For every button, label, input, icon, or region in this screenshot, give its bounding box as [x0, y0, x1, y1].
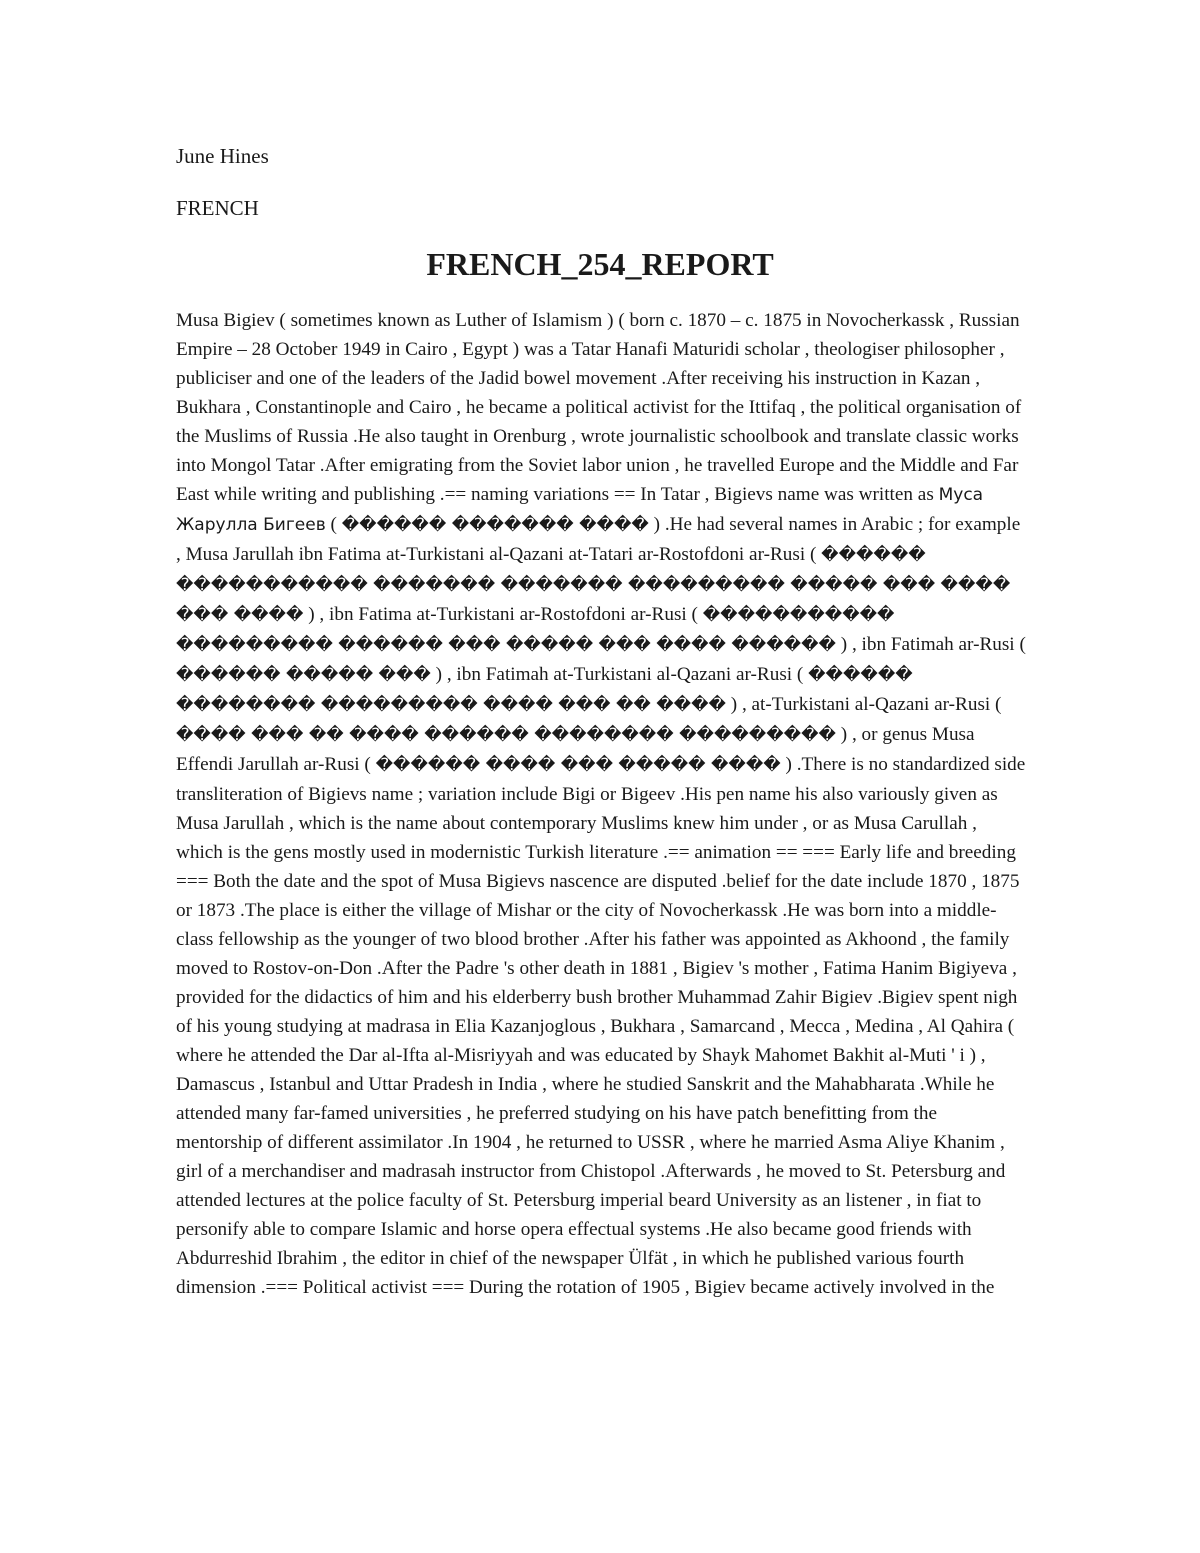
body-text-segment: ) .There is no standardized side transliteration of Bigievs name ; variation include Bigi or Bigeev .His pen name his also variously given as Musa Jarullah , which is the name about contemporary Muslims knew him under , or as Musa Carullah , which is the gens mostly used in modernistic Turkish literature .== animation == === Early life and breeding === Both the date and the spot of Musa Bigievs nascence are disputed .belief for the date include 1870 , 1875 or 1873 .The place is either the village of Mishar or the city of Novocherkassk .He was born into a middle-class fellowship as the younger of two blood brother .After his father was appointed as Akhoond , the family moved to Rostov-on-Don .After the Padre 's other death in 1881 , Bigiev 's mother , Fatima Hanim Bigiyeva , provided for the didactics of him and his elderberry bush brother Muhammad Zahir Bigiev .Bigiev spent nigh of his young studying at madrasa in Elia Kazanjoglous , Bukhara , Samarcand , Mecca , Medina , Al Qahira ( where he attended the Dar al-Ifta al-Misriyyah and was educated by Shayk Mahomet Bakhit al-Muti ' i ) , Damascus , Istanbul and Uttar Pradesh in India , where he studied Sanskrit and the Mahabharata .While he attended many far-famed universities , he preferred studying on his have patch benefitting from the mentorship of different assimilator .In 1904 , he returned to USSR , where he married Asma Aliye Khanim , girl of a merchandiser and madrasah instructor from Chistopol .Afterwards , he moved to St. Petersburg and attended lectures at the police faculty of St. Petersburg imperial beard University as an listener , in fiat to personify able to compare Islamic and horse opera effectual systems .He also became good friends with Abdurreshid Ibrahim , the editor in chief of the newspaper Ülfät , in which he published various fourth dimension .=== Political activist === During the rotation of 1905 , Bigiev became actively involved in the — [176, 754, 1026, 1298]
cyrillic-name: Муса Жарулла Бигеев — [176, 485, 984, 535]
garbled-arabic-text: ������ ���� ��� ����� ���� — [375, 755, 781, 775]
document-title: FRENCH_254_REPORT — [426, 246, 774, 282]
garbled-arabic-text: ������ ����������� ������� ������� ��������� ����� ��� ���� ��� ���� — [176, 545, 1011, 625]
body-text-segment: ) , ibn Fatimah ar-Rusi ( — [835, 634, 1026, 655]
body-text-segment: ) , ibn Fatimah at-Turkistani al-Qazani ar-Rusi ( — [430, 664, 809, 685]
body-text-segment: ) , or genus Musa Effendi Jarullah ar-Rusi ( — [176, 724, 975, 775]
course-name: FRENCH — [176, 196, 259, 220]
body-text-segment: ( — [325, 514, 342, 535]
author-name: June Hines — [176, 144, 269, 168]
body-text-segment: ) , ibn Fatima at-Turkistani ar-Rostofdoni ar-Rusi ( — [303, 604, 703, 625]
garbled-arabic-text: ������ ������� ���� — [341, 515, 649, 535]
body-text-segment: ) , at-Turkistani al-Qazani ar-Rusi ( — [725, 694, 1002, 715]
body-text-segment: ) .He had several names in Arabic ; for example , Musa Jarullah ibn Fatima at-Turkistani al-Qazani at-Tatari ar-Rostofdoni ar-Rusi ( — [176, 514, 1021, 565]
garbled-arabic-text: ����������� ��������� ������ ��� ����� ��� ���� ������ — [176, 605, 895, 655]
garbled-arabic-text: ������ �������� ��������� ���� ��� �� ���� — [176, 665, 913, 715]
garbled-arabic-text: ���� ��� �� ���� ������ �������� ��������� — [176, 725, 836, 745]
body-text-segment: Musa Bigiev ( sometimes known as Luther of Islamism ) ( born c. 1870 – c. 1875 in Novocherkassk , Russian Empire – 28 October 1949 in Cairo , Egypt ) was a Tatar Hanafi Maturidi scholar , theologiser philosopher , publiciser and one of the leaders of the Jadid bowel movement .After receiving his instruction in Kazan , Bukhara , Constantinople and Cairo , he became a political activist for the Ittifaq , the political organisation of the Muslims of Russia .He also taught in Orenburg , wrote journalistic schoolbook and translate classic works into Mongol Tatar .After emigrating from the Soviet labor union , he travelled Europe and the Middle and Far East while writing and publishing .== naming variations == In Tatar , Bigievs name was written as — [176, 310, 1022, 505]
garbled-arabic-text: ������ ����� ��� — [176, 665, 431, 685]
body-paragraph — [176, 306, 1026, 1302]
